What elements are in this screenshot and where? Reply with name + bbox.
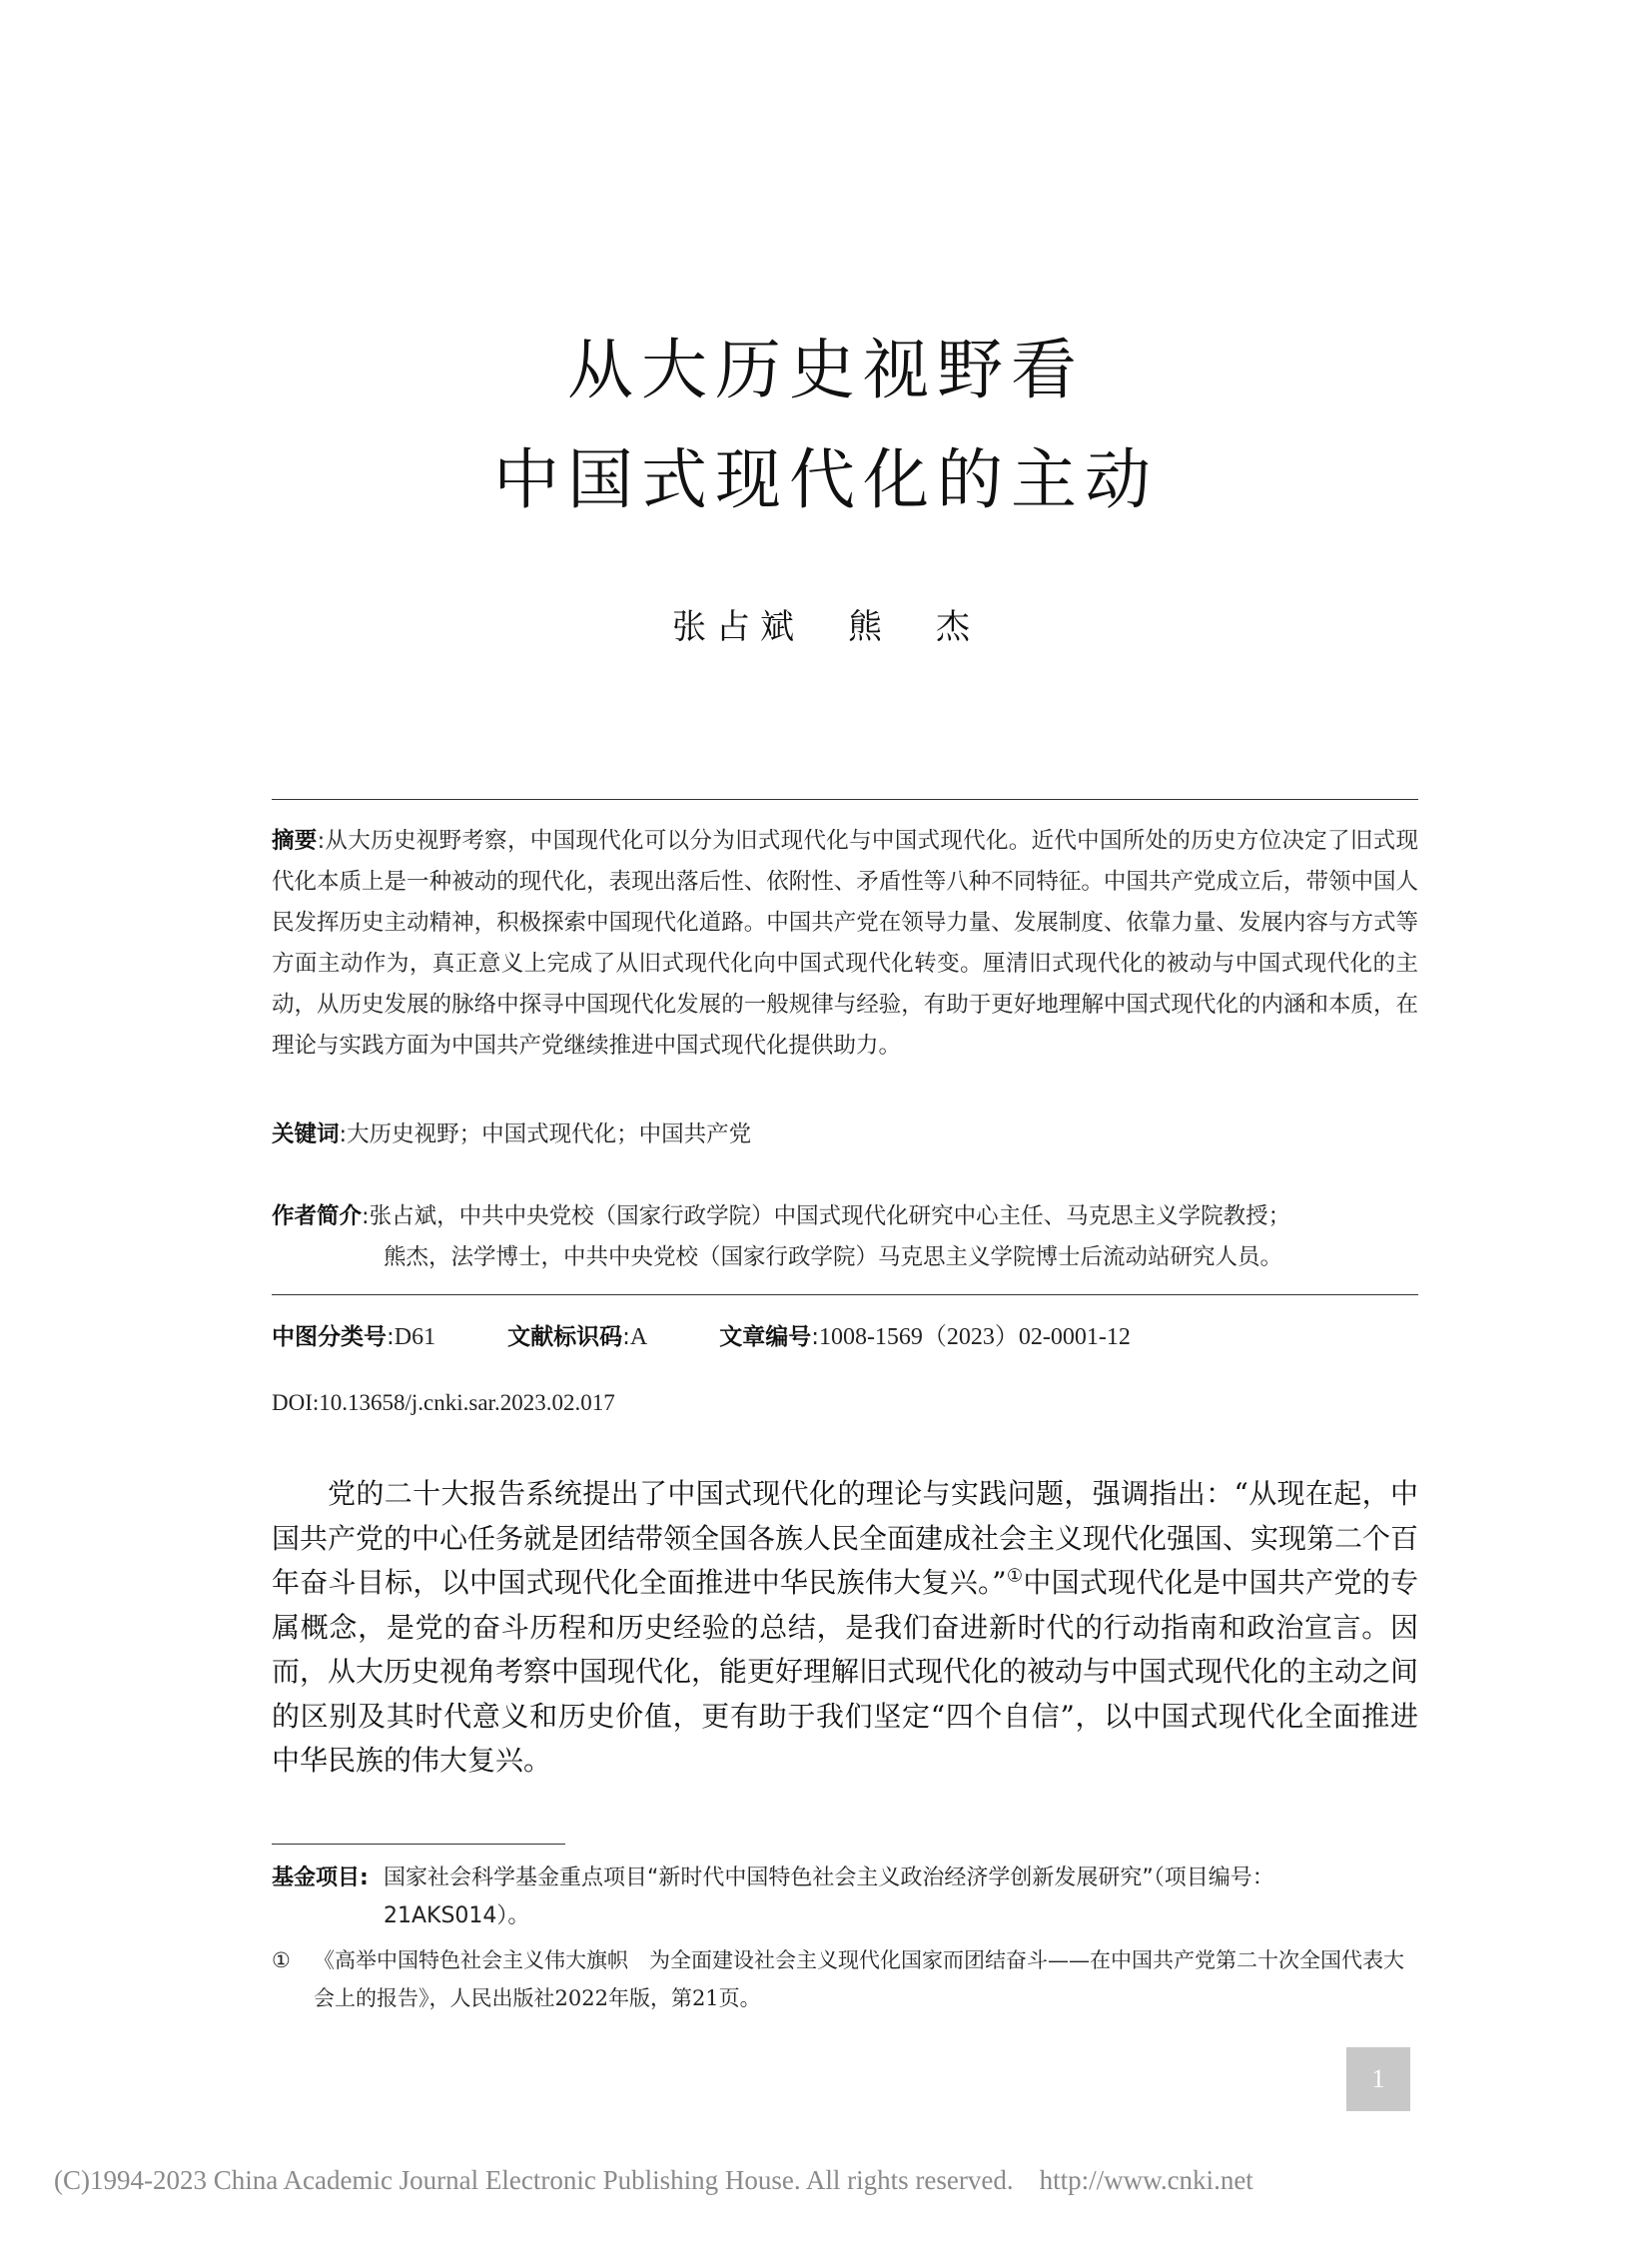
keywords-label: 关键词 (272, 1121, 340, 1147)
doccode-label: 文献标识码 (507, 1324, 623, 1350)
footnote-divider (272, 1844, 565, 1845)
author-bio-line1: 张占斌，中共中央党校（国家行政学院）中国式现代化研究中心主任、马克思主义学院教授； (369, 1203, 1291, 1229)
fund-note: 基金项目: 国家社会科学基金重点项目“新时代中国特色社会主义政治经济学创新发展研究”（项目编号：21AKS014）。 (272, 1866, 1274, 1928)
article-no-label: 文章编号 (719, 1324, 812, 1350)
fund-label: 基金项目 (272, 1866, 361, 1890)
author-bio: 作者简介:张占斌，中共中央党校（国家行政学院）中国式现代化研究中心主任、马克思主义学院教授； 熊杰，法学博士，中共中央党校（国家行政学院）马克思主义学院博士后流动站研究人员。 (272, 1203, 1291, 1270)
author-name: 张占斌 (672, 607, 804, 647)
clc-value: D61 (394, 1324, 436, 1350)
keywords: 关键词:大历史视野；中国式现代化；中国共产党 (272, 1121, 752, 1147)
footnote-ref[interactable]: ① (1006, 1565, 1024, 1587)
abstract-label: 摘要 (272, 828, 318, 854)
keywords-text: 大历史视野；中国式现代化；中国共产党 (347, 1121, 752, 1147)
copyright-text: (C)1994-2023 China Academic Journal Electronic Publishing House. All rights reserved. (54, 2165, 1014, 2195)
article-title-line1: 从大历史视野看 (567, 332, 1085, 408)
abstract: 摘要:从大历史视野考察，中国现代化可以分为旧式现代化与中国式现代化。近代中国所处的历史方位决定了旧式现代化本质上是一种被动的现代化，表现出落后性、依附性、矛盾性等八种不同特征。中国共产党成立后，带领中国人民发挥历史主动精神，积极探索中国现代化道路。中国共产党在领导力量、发展制度、依靠力量、发展内容与方式等方面主动作为，真正意义上完成了从旧式现代化向中国式现代化转变。厘清旧式现代化的被动与中国式现代化的主动，从历史发展的脉络中探寻中国现代化发展的一般规律与经验，有助于更好地理解中国式现代化的内涵和本质，在理论与实践方面为中国共产党继续推进中国式现代化提供助力。 (272, 828, 1418, 1059)
body-paragraph (272, 1472, 1418, 1784)
author-bio-label: 作者简介 (272, 1203, 363, 1229)
clc-label: 中图分类号 (272, 1324, 387, 1350)
classification-info: 中图分类号:D61 文献标识码:A 文章编号:1008-1569（2023）02-0001-12 (272, 1324, 1131, 1350)
abstract-text: 从大历史视野考察，中国现代化可以分为旧式现代化与中国式现代化。近代中国所处的历史方位决定了旧式现代化本质上是一种被动的现代化，表现出落后性、依附性、矛盾性等八种不同特征。中国共产党成立后，带领中国人民发挥历史主动精神，积极探索中国现代化道路。中国共产党在领导力量、发展制度、依靠力量、发展内容与方式等方面主动作为，真正意义上完成了从旧式现代化向中国式现代化转变。厘清旧式现代化的被动与中国式现代化的主动，从历史发展的脉络中探寻中国现代化发展的一般规律与经验，有助于更好地理解中国式现代化的内涵和本质，在理论与实践方面为中国共产党继续推进中国式现代化提供助力。 (272, 828, 1418, 1059)
meta-divider (272, 1294, 1418, 1295)
article-no-value: 1008-1569（2023）02-0001-12 (818, 1324, 1131, 1350)
author-list (0, 599, 1652, 648)
footnote-1-mark: ① (272, 1948, 291, 1972)
body-text-part1: 党的二十大报告系统提出了中国式现代化的理论与实践问题，强调指出：“从现在起，中国共产党的中心任务就是团结带领全国各族人民全面建成社会主义现代化强国、实现第二个百年奋斗目标，以中国式现代化全面推进中华民族伟大复兴。” (272, 1477, 1419, 1599)
article-title-line2: 中国式现代化的主动 (493, 441, 1159, 518)
page-number: 1 (1346, 2047, 1410, 2111)
doi: DOI:10.13658/j.cnki.sar.2023.02.017 (272, 1390, 615, 1415)
footnote-1 (272, 1941, 1418, 2017)
doccode-value: A (629, 1324, 648, 1350)
top-divider (272, 799, 1418, 800)
footnote-1-text: 《高举中国特色社会主义伟大旗帜 为全面建设社会主义现代化国家而团结奋斗——在中国共产党第二十次全国代表大会上的报告》，人民出版社2022年版，第21页。 (314, 1948, 1404, 2010)
author-name: 熊 杰 (848, 607, 980, 647)
fund-text: 国家社会科学基金重点项目“新时代中国特色社会主义政治经济学创新发展研究”（项目编号：21AKS014）。 (384, 1866, 1274, 1928)
cnki-url[interactable]: http://www.cnki.net (1039, 2165, 1253, 2195)
body-text-part2: 中国式现代化是中国共产党的专属概念，是党的奋斗历程和历史经验的总结，是我们奋进新时代的行动指南和政治宣言。因而，从大历史视角考察中国现代化，能更好理解旧式现代化的被动与中国式现代化的主动之间的区别及其时代意义和历史价值，更有助于我们坚定“四个自信”，以中国式现代化全面推进中华民族的伟大复兴。 (272, 1566, 1419, 1777)
author-bio-line2: 熊杰，法学博士，中共中央党校（国家行政学院）马克思主义学院博士后流动站研究人员。 (384, 1244, 1283, 1270)
copyright-footer (54, 2165, 1253, 2196)
